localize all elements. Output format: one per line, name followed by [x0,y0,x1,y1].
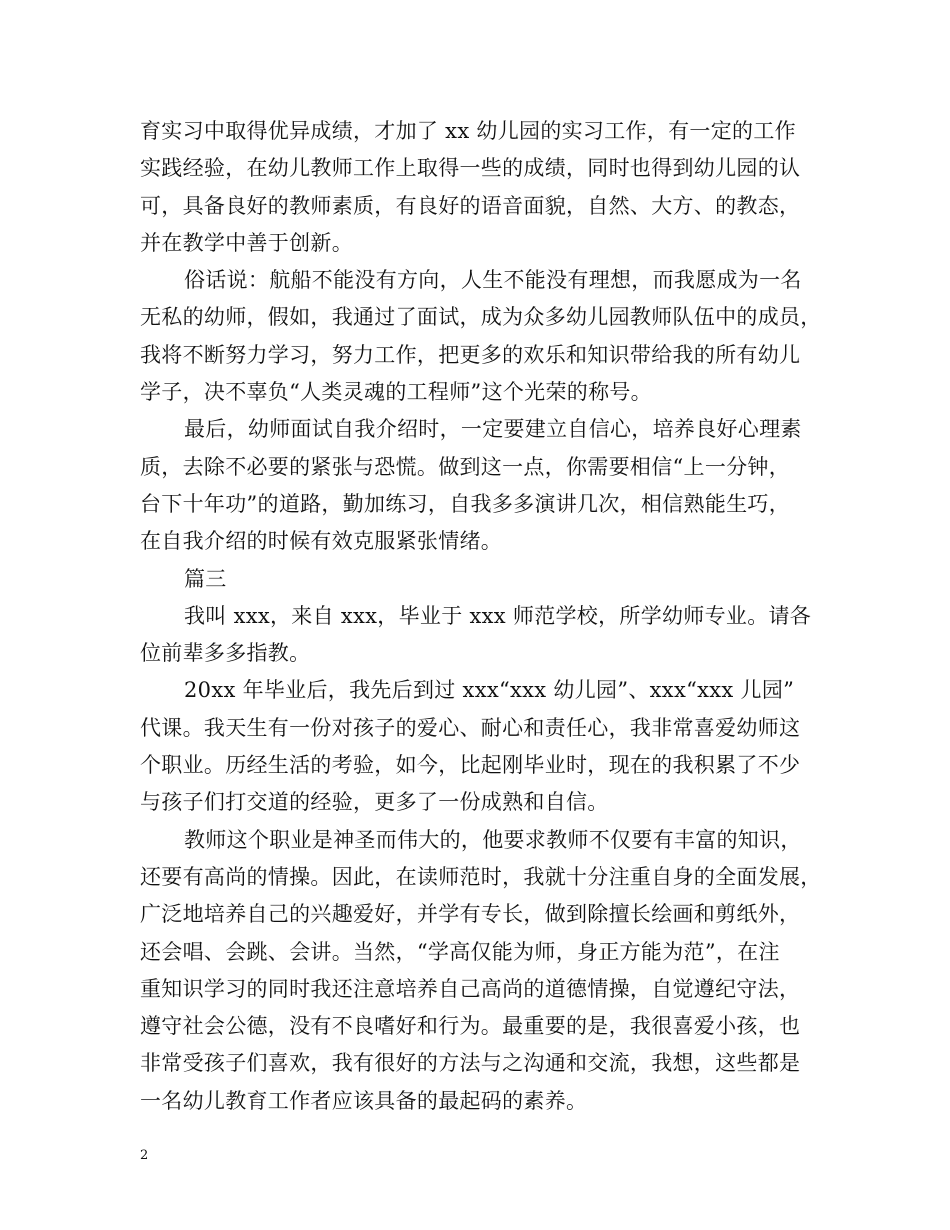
text-line: 在自我介绍的时候有效克服紧张情绪。 [140,529,503,554]
text-line: 遵守社会公德，没有不良嗜好和行为。最重要的是，我很喜爱小孩，也 [140,1014,801,1039]
document-body [140,113,840,1120]
text-line: 个职业。历经生活的考验，如今，比起刚毕业时，现在的我积累了不少 [140,753,801,778]
text-line: 20xx 年毕业后，我先后到过 xxx“xxx 幼儿园”、xxx“xxx 儿园” [184,678,795,703]
page-number: 2 [140,1148,149,1163]
text-line: 并在教学中善于创新。 [140,230,353,255]
text-line: 育实习中取得优异成绩，才加了 xx 幼儿园的实习工作，有一定的工作 [140,119,796,143]
text-line: 可，具备良好的教师素质，有良好的语音面貌，自然、大方、的教态， [140,193,801,218]
text-line: 代课。我天生有一份对孩子的爱心、耐心和责任心，我非常喜爱幼师这 [140,715,801,740]
text-line: 我将不断努力学习，努力工作，把更多的欢乐和知识带给我的所有幼儿 [140,342,801,367]
text-line: 还要有高尚的情操。因此，在读师范时，我就十分注重自身的全面发展， [140,864,822,889]
text-line: 非常受孩子们喜欢，我有很好的方法与之沟通和交流，我想，这些都是 [140,1051,801,1076]
text-line: 教师这个职业是神圣而伟大的，他要求教师不仅要有丰富的知识， [184,827,802,852]
text-line: 最后，幼师面试自我介绍时，一定要建立自信心，培养良好心理素 [184,417,802,442]
text-line: 一名幼儿教育工作者应该具备的最起码的素养。 [140,1088,588,1113]
text-line: 重知识学习的同时我还注意培养自己高尚的道德情操，自觉遵纪守法， [140,976,801,1001]
text-line: 学子，决不辜负“人类灵魂的工程师”这个光荣的称号。 [140,380,652,405]
text-line: 无私的幼师，假如，我通过了面试，成为众多幼儿园教师队伍中的成员， [140,305,822,330]
text-line: 篇三 [184,566,227,591]
text-line: 质，去除不必要的紧张与恐慌。做到这一点，你需要相信“上一分钟， [140,454,791,479]
text-line: 与孩子们打交道的经验，更多了一份成熟和自信。 [140,790,609,815]
text-line: 还会唱、会跳、会讲。当然，“学高仅能为师，身正方能为范”，在注 [140,939,780,964]
text-line: 俗话说：航船不能没有方向，人生不能没有理想，而我愿成为一名 [184,268,802,293]
text-line: 广泛地培养自己的兴趣爱好，并学有专长，做到除擅长绘画和剪纸外， [140,902,801,927]
text-line: 位前辈多多指教。 [140,641,311,666]
text-line: 实践经验，在幼儿教师工作上取得一些的成绩，同时也得到幼儿园的认 [140,156,801,181]
text-line: 我叫 xxx，来自 xxx，毕业于 xxx 师范学校，所学幼师专业。请各 [184,603,812,628]
text-line: 台下十年功”的道路，勤加练习，自我多多演讲几次，相信熟能生巧， [140,491,791,516]
